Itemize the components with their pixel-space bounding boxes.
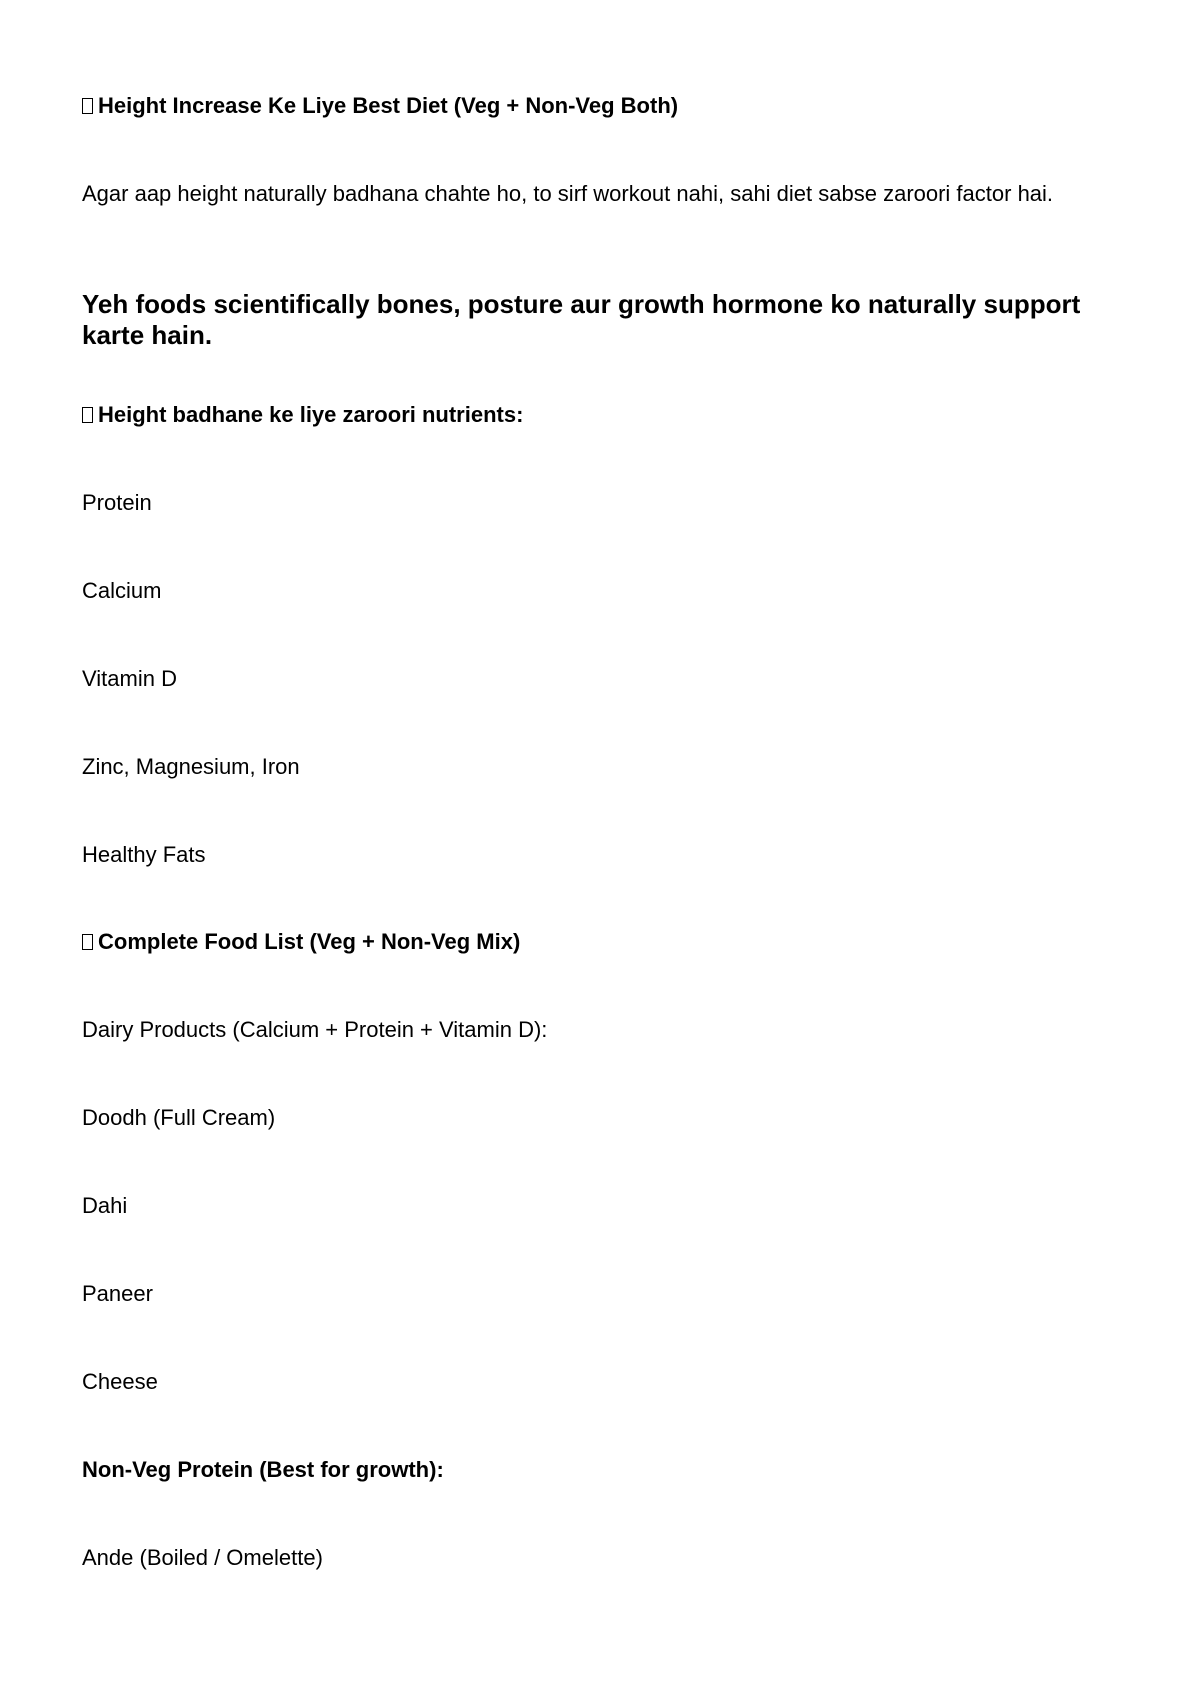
heading-height-diet: [82, 93, 1122, 119]
nutrient-item: Vitamin D: [82, 666, 177, 691]
heading-food-list: [82, 929, 1122, 955]
nutrient-item: Healthy Fats: [82, 842, 206, 867]
nonveg-item: Ande (Boiled / Omelette): [82, 1545, 323, 1570]
missing-glyph-icon: [82, 98, 93, 114]
dairy-heading: Dairy Products (Calcium + Protein + Vitamin D):: [82, 1017, 548, 1042]
nonveg-heading: Non-Veg Protein (Best for growth):: [82, 1457, 444, 1482]
nutrient-item: Calcium: [82, 578, 162, 603]
dairy-item: Cheese: [82, 1369, 158, 1394]
missing-glyph-icon: [82, 407, 93, 423]
nutrient-item: Zinc, Magnesium, Iron: [82, 754, 300, 779]
heading-nutrients-text: Height badhane ke liye zaroori nutrients:: [98, 402, 524, 427]
dairy-item: Dahi: [82, 1193, 128, 1218]
dairy-item: Paneer: [82, 1281, 153, 1306]
heading-nutrients: [82, 402, 1122, 428]
intro-paragraph: Agar aap height naturally badhana chahte ho, to sirf workout nahi, sahi diet sabse zaroori factor hai.: [82, 181, 1054, 206]
lead-paragraph: Yeh foods scientifically bones, posture aur growth hormone ko naturally support karte hain.: [82, 289, 1081, 350]
heading-height-diet-text: Height Increase Ke Liye Best Diet (Veg + Non-Veg Both): [98, 93, 679, 118]
heading-food-list-text: Complete Food List (Veg + Non-Veg Mix): [98, 929, 521, 954]
dairy-item: Doodh (Full Cream): [82, 1105, 276, 1130]
missing-glyph-icon: [82, 934, 93, 950]
nutrient-item: Protein: [82, 490, 152, 515]
